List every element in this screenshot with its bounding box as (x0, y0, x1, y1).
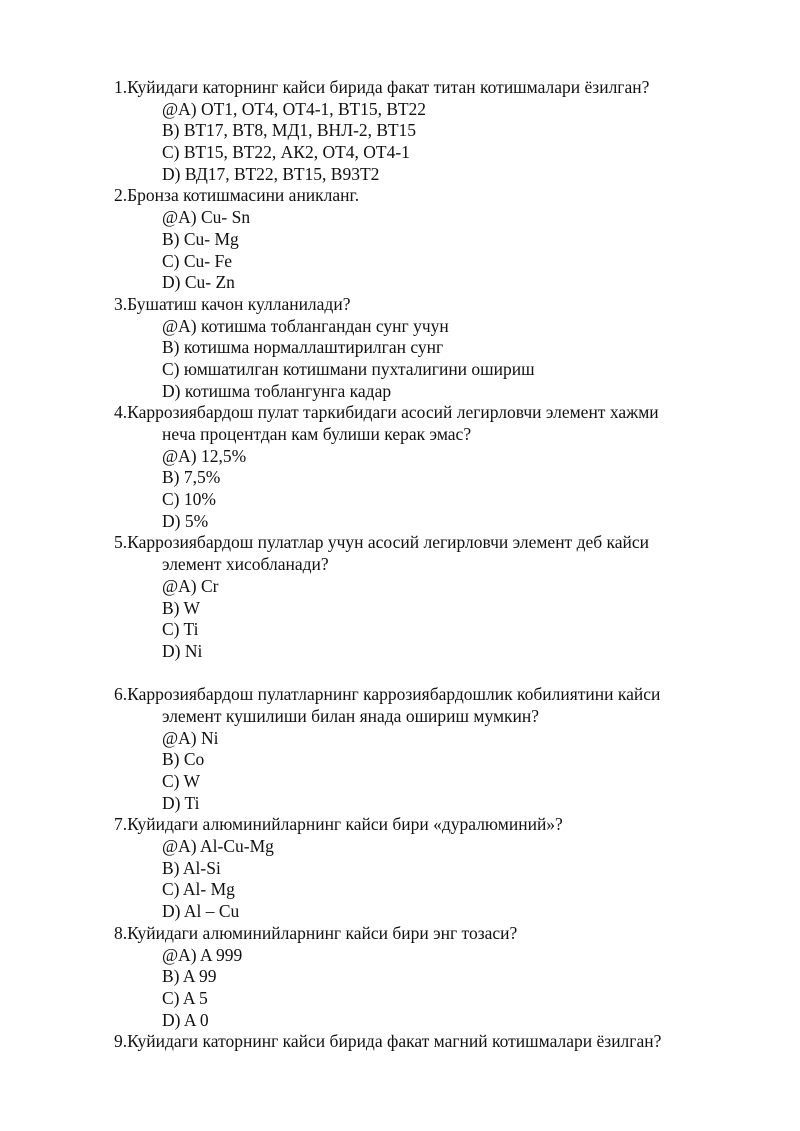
question-7-option-c: C) Al- Mg (162, 879, 235, 900)
question-5-option-c: C) Ti (162, 619, 199, 640)
question-8-option-c: C) A 5 (162, 987, 208, 1008)
question-8-text: 8.Куйидаги алюминийларнинг кайси бири энг тозаси? (114, 922, 518, 943)
question-7-option-b: B) Al-Si (162, 857, 221, 878)
question-4-option-b: B) 7,5% (162, 467, 221, 488)
question-4-option-d: D) 5% (162, 510, 209, 531)
question-2 (114, 185, 754, 293)
question-4-text: 4.Каррозиябардош пулат таркибидаги асосий легирловчи элемент хажми (114, 402, 659, 423)
question-8-option-d: D) A 0 (162, 1009, 209, 1030)
blank-line (114, 663, 754, 685)
question-4-option-a: @A) 12,5% (162, 445, 247, 466)
question-6 (114, 684, 754, 814)
question-1-option-d: D) ВД17, ВТ22, ВТ15, В93Т2 (162, 163, 380, 184)
question-2-option-d: D) Cu- Zn (162, 272, 235, 293)
question-8 (114, 923, 754, 1031)
question-6-option-b: B) Co (162, 749, 205, 770)
question-2-option-b: B) Cu- Mg (162, 228, 239, 249)
question-5-text-continuation: элемент хисобланади? (162, 554, 329, 575)
question-1 (114, 77, 754, 185)
question-3-option-c: C) юмшатилган котишмани пухталигини ошириш (162, 358, 535, 379)
question-4-option-c: C) 10% (162, 489, 216, 510)
question-2-text: 2.Бронза котишмасини аникланг. (114, 185, 360, 206)
question-3 (114, 294, 754, 402)
question-5-option-d: D) Ni (162, 640, 203, 661)
question-7-text: 7.Куйидаги алюминийларнинг кайси бири «дуралюминий»? (114, 814, 563, 835)
document-body (114, 77, 754, 1053)
question-9-text: 9.Куйидаги каторнинг кайси бирида факат магний котишмалари ёзилган? (114, 1031, 662, 1052)
question-3-option-a: @A) котишма тоблангандан сунг учун (162, 315, 449, 336)
question-8-option-b: B) A 99 (162, 966, 217, 987)
question-6-option-d: D) Ti (162, 792, 200, 813)
question-1-option-a: @A) ОТ1, ОТ4, ОТ4-1, ВТ15, ВТ22 (162, 98, 427, 119)
question-3-text: 3.Бушатиш качон кулланилади? (114, 293, 351, 314)
question-5-option-b: B) W (162, 597, 201, 618)
question-1-option-c: C) ВТ15, ВТ22, АК2, ОТ4, ОТ4-1 (162, 142, 410, 163)
question-5-option-a: @A) Cr (162, 575, 219, 596)
question-1-text: 1.Куйидаги каторнинг кайси бирида факат титан котишмалари ёзилган? (114, 77, 650, 97)
question-6-option-a: @A) Ni (162, 727, 219, 748)
question-8-option-a: @A) A 999 (162, 944, 243, 965)
question-9 (114, 1031, 754, 1053)
question-6-text-continuation: элемент кушилиши билан янада ошириш мумкин? (162, 705, 540, 726)
question-7-option-d: D) Al – Cu (162, 901, 240, 922)
question-6-text: 6.Каррозиябардош пулатларнинг каррозиябардошлик кобилиятини кайси (114, 684, 661, 705)
question-5-text: 5.Каррозиябардош пулатлар учун асосий легирловчи элемент деб кайси (114, 532, 650, 553)
question-4 (114, 402, 754, 532)
question-1-option-b: B) ВТ17, ВТ8, МД1, ВНЛ-2, ВТ15 (162, 120, 417, 141)
question-3-option-d: D) котишма тоблангунга кадар (162, 380, 392, 401)
question-3-option-b: B) котишма нормаллаштирилган сунг (162, 337, 444, 358)
question-6-option-c: C) W (162, 771, 201, 791)
question-4-text-continuation: нeча процентдан кам булиши керак эмас? (162, 424, 472, 444)
question-7-option-a: @A) Al-Cu-Mg (162, 836, 274, 857)
question-5 (114, 532, 754, 662)
question-2-option-c: C) Cu- Fe (162, 250, 232, 271)
question-2-option-a: @A) Cu- Sn (162, 207, 251, 228)
question-7 (114, 814, 754, 922)
